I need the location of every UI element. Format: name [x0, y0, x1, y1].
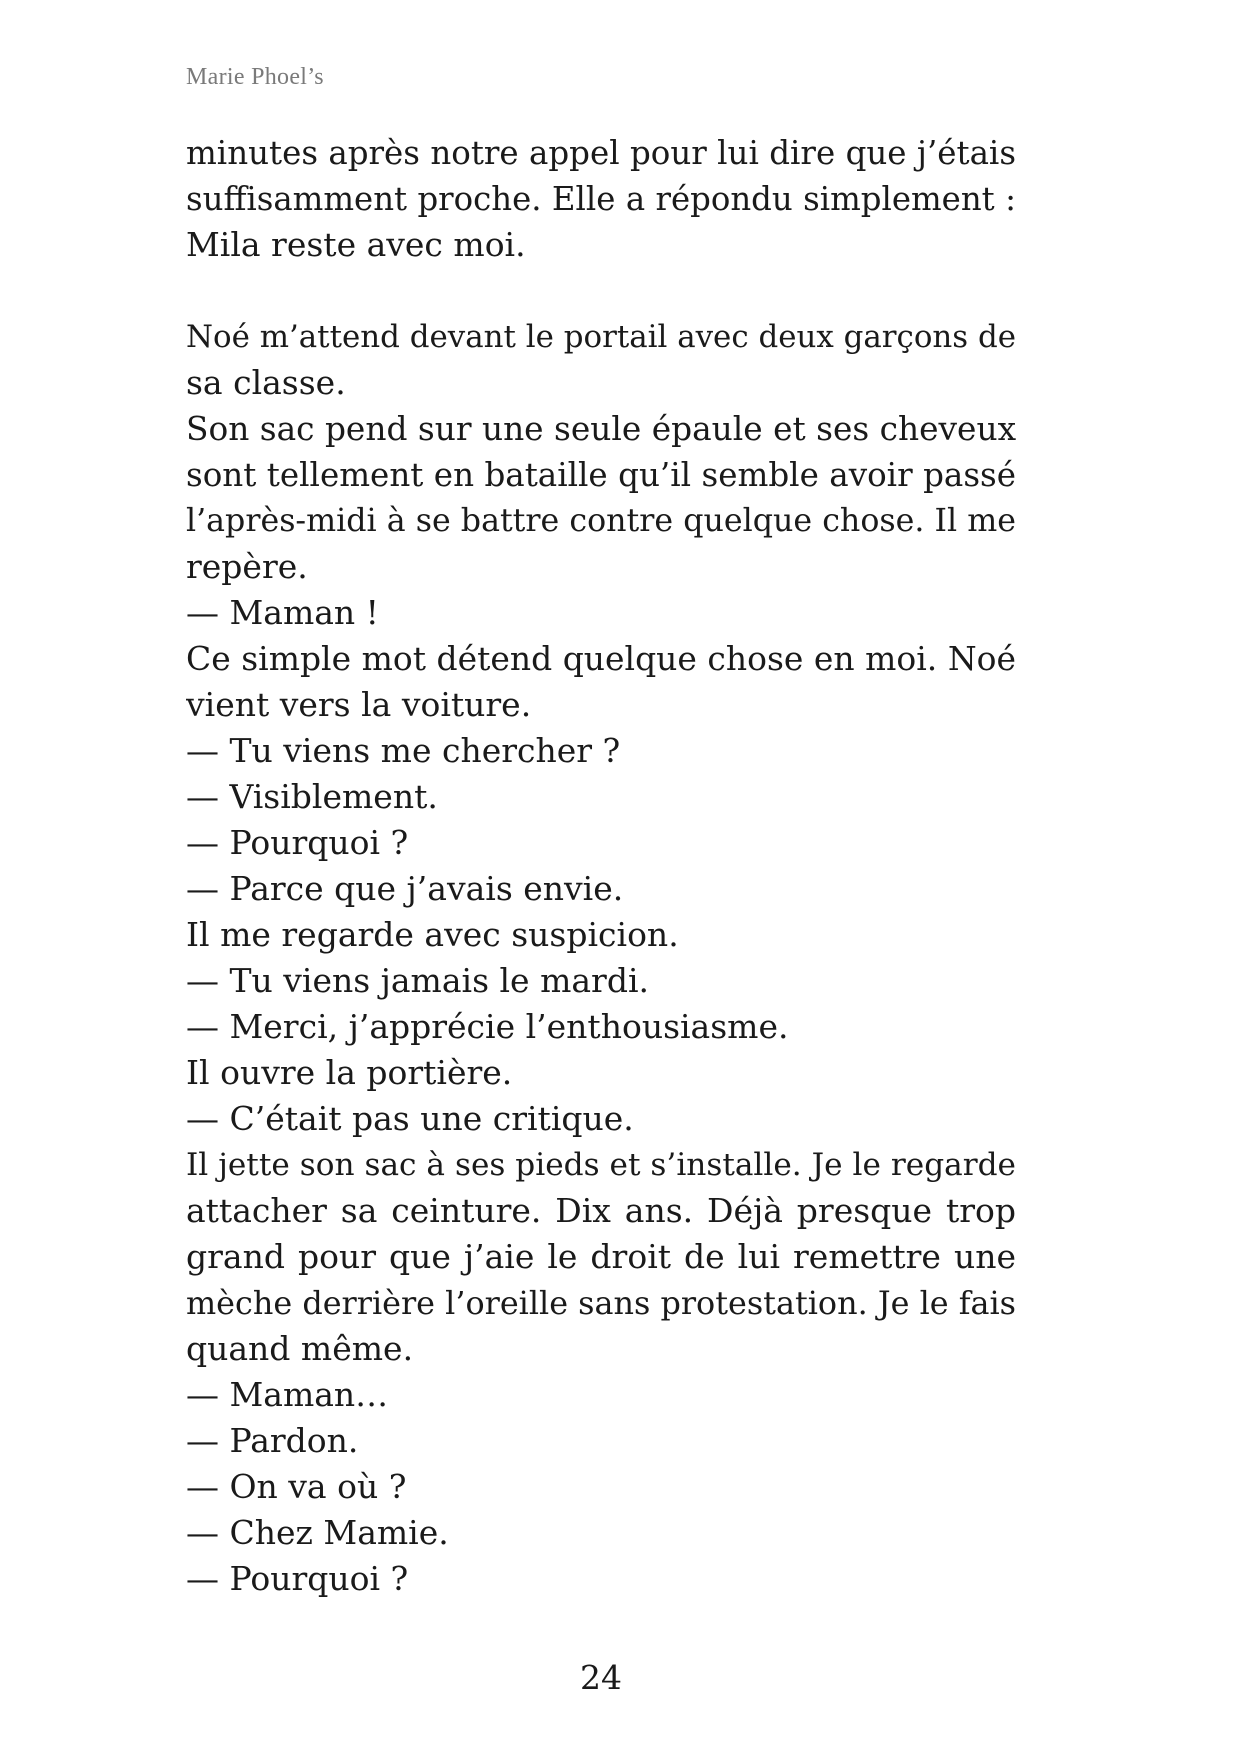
text-line: — Maman…: [186, 1375, 389, 1414]
text-line: — Parce que j’avais envie.: [186, 869, 624, 908]
page-number: 24: [580, 1658, 622, 1697]
text-line: — On va où ?: [186, 1467, 407, 1506]
text-line: suffisamment proche. Elle a répondu simplement :: [186, 180, 1016, 218]
text-line: Il me regarde avec suspicion.: [186, 915, 679, 954]
text-line: — Pardon.: [186, 1421, 359, 1460]
text-line: quand même.: [186, 1329, 414, 1368]
text-line: Son sac pend sur une seule épaule et ses cheveux: [186, 410, 1016, 448]
text-line: mèche derrière l’oreille sans protestation. Je le fais: [186, 1284, 1016, 1322]
text-line: — C’était pas une critique.: [186, 1099, 634, 1138]
text-line: Il ouvre la portière.: [186, 1053, 513, 1092]
text-line: — Visiblement.: [186, 777, 438, 816]
text-line: sa classe.: [186, 363, 346, 402]
text-line: — Pourquoi ?: [186, 823, 409, 862]
blank-line: [186, 268, 1016, 314]
text-line: — Tu viens jamais le mardi.: [186, 961, 649, 1000]
text-line: grand pour que j’aie le droit de lui remettre une: [186, 1237, 1016, 1276]
text-line: Ce simple mot détend quelque chose en moi. Noé: [186, 639, 1016, 678]
body-text: [186, 130, 1016, 1602]
text-line: vient vers la voiture.: [186, 685, 532, 724]
text-line: — Merci, j’apprécie l’enthousiasme.: [186, 1007, 789, 1046]
text-line: — Pourquoi ?: [186, 1559, 409, 1598]
text-line: Noé m’attend devant le portail avec deux garçons de: [186, 319, 1016, 355]
text-line: — Maman !: [186, 593, 379, 632]
text-line: — Chez Mamie.: [186, 1513, 449, 1552]
text-line: sont tellement en bataille qu’il semble avoir passé: [186, 456, 1016, 494]
running-header: Marie Phoel’s: [186, 64, 324, 90]
text-line: — Tu viens me chercher ?: [186, 731, 621, 770]
text-line: repère.: [186, 547, 308, 586]
text-line: l’après-midi à se battre contre quelque chose. Il me: [186, 503, 1016, 539]
text-line: Mila reste avec moi.: [186, 225, 526, 264]
text-line: minutes après notre appel pour lui dire que j’étais: [186, 134, 1016, 172]
text-line: Il jette son sac à ses pieds et s’installe. Je le regarde: [186, 1147, 1016, 1183]
text-line: attacher sa ceinture. Dix ans. Déjà presque trop: [186, 1191, 1016, 1230]
